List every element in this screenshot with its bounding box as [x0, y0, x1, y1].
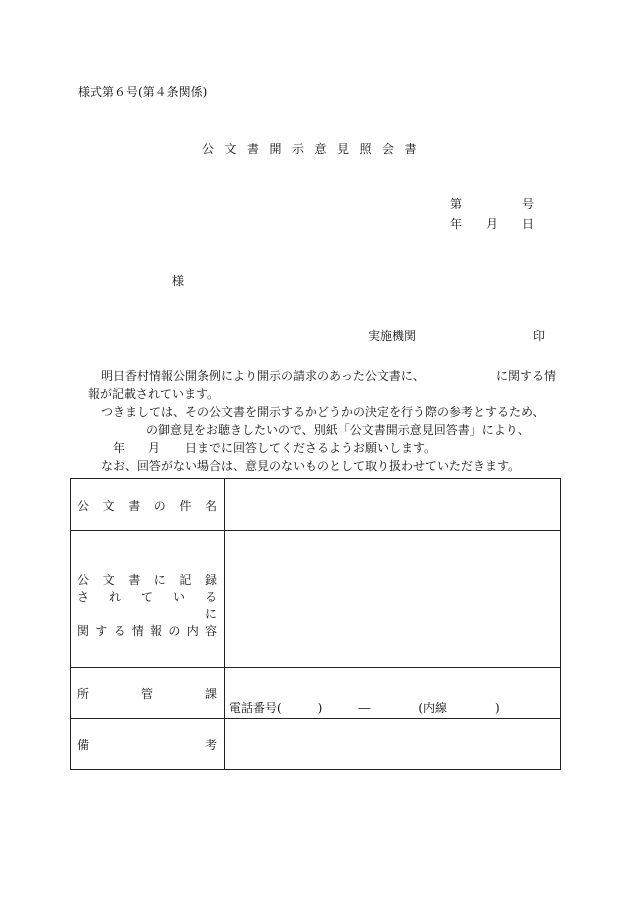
- row-subject-label: [71, 498, 224, 515]
- body-p1-c: 報が記載されています。: [88, 387, 220, 401]
- label-char: 名: [204, 499, 217, 513]
- body-p1-b: に関する情: [496, 369, 557, 383]
- body-p4-year: 年: [113, 441, 126, 455]
- row-subject: [71, 479, 561, 531]
- body-p1-a: 明日香村情報公開条例により開示の請求のあった公文書に、: [101, 369, 425, 383]
- doc-number-go: 号: [522, 197, 535, 211]
- phone-number-line: 電話番号( ) ― (内線 ): [229, 701, 500, 715]
- row-content-label-line2: さ れ て い る: [77, 590, 217, 604]
- row-department-value[interactable]: [225, 668, 561, 719]
- row-content-label-cell: [71, 531, 225, 668]
- date-month: 月: [486, 217, 499, 231]
- label-char: 文: [102, 499, 115, 513]
- row-subject-label-cell: [71, 479, 225, 531]
- date-year: 年: [450, 217, 463, 231]
- body-p4-rest: 日までに回答してくださるようお願いします。: [185, 441, 437, 455]
- body-p3: の御意見をお聴きしたいので、別紙「公文書開示意見回答書」により、: [146, 423, 530, 437]
- row-subject-value[interactable]: [225, 479, 561, 531]
- row-remarks-value[interactable]: [225, 719, 561, 770]
- doc-number-dai: 第: [450, 197, 463, 211]
- date-day: 日: [522, 217, 535, 231]
- form-number: 様式第６号(第４条関係): [78, 85, 208, 99]
- row-content-label-line3: に: [204, 607, 217, 621]
- row-department-label: 所 管 課: [77, 687, 217, 701]
- row-department: [71, 668, 561, 719]
- issuer-seal: 印: [533, 329, 546, 343]
- label-char: 件: [179, 499, 192, 513]
- issuer-label: 実施機関: [368, 329, 417, 343]
- row-content-label-line4: 関 す る 情 報 の 内 容: [77, 624, 217, 638]
- body-p2: つきましては、その公文書を開示するかどうかの決定を行う際の参考とするため、: [101, 405, 545, 419]
- row-department-label-cell: [71, 668, 225, 719]
- opinion-form-table: [70, 478, 561, 770]
- row-remarks: [71, 719, 561, 770]
- row-content-value[interactable]: [225, 531, 561, 668]
- body-p4-month: 月: [148, 441, 161, 455]
- label-char: の: [153, 499, 166, 513]
- row-content-label-line1: 公 文 書 に 記 録: [77, 573, 217, 587]
- row-content: [71, 531, 561, 668]
- page-title: 公文書開示意見照会書: [202, 142, 428, 156]
- row-remarks-label-cell: [71, 719, 225, 770]
- label-char: 書: [128, 499, 141, 513]
- row-remarks-label: 備 考: [77, 738, 217, 752]
- label-char: 公: [77, 499, 90, 513]
- body-p5: なお、回答がない場合は、意見のないものとして取り扱わせていただきます。: [101, 459, 521, 473]
- addressee-suffix: 様: [172, 274, 185, 288]
